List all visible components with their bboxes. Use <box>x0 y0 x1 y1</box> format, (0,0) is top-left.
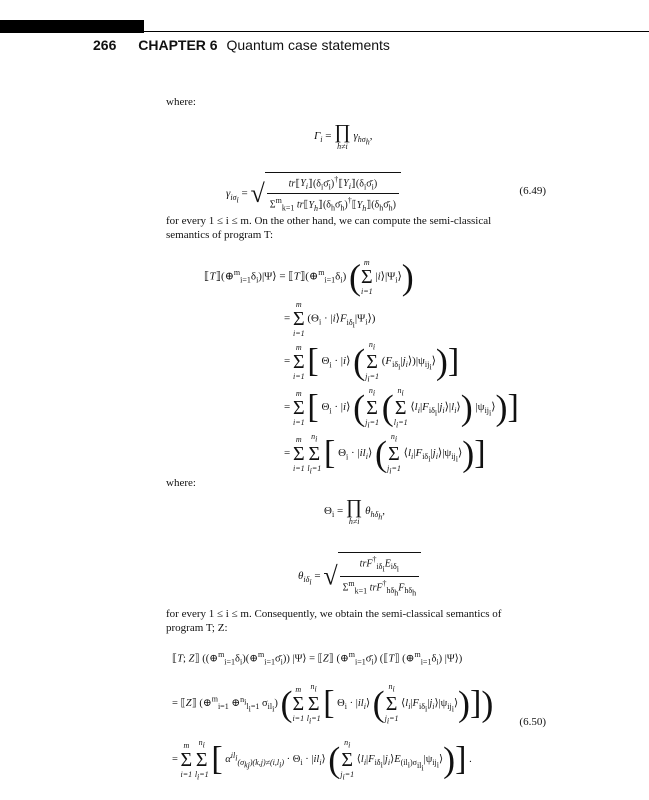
paragraph-2-line-1: for every 1 ≤ i ≤ m. Consequently, we obtain the semi-classical semantics of <box>166 608 502 620</box>
chapter-title: Quantum case statements <box>226 37 390 53</box>
header-rule <box>144 31 649 32</box>
running-header <box>93 37 390 53</box>
derivation-line-1: $⟦T⟧(\oplus^m_{i=1}\delta_i)|\Psi⟩$ = $⟦T⟧(\oplus^m_{i=1}\delta_i)$ ( m Σ i=1 $|i⟩|\Psi_i⟩$) <box>204 257 414 297</box>
where-label-1: where: <box>166 96 196 108</box>
derivation-line-5: = m Σ i=1 $n_i$ Σ $l_i=1$ [ $\Theta_i$ · $|il_i⟩$ ( $n_i$ Σ $j_i=1$ $⟨l_i|F_{i\delta_i}|j_i⟩|\psi_{ij_i}⟩$)] <box>284 432 486 476</box>
page-number: 266 <box>93 37 117 53</box>
chapter-label: CHAPTER 6 <box>138 37 218 53</box>
header-bar <box>0 20 144 33</box>
derivation-line-2: = m Σ i=1 ($\Theta_i$ · $|i⟩F_{i\delta_i}|\Psi_i⟩$) <box>284 300 376 338</box>
theta-ratio: $\theta_{i\delta_i}$ = √ $\frac{trF^\dagger_{i\delta_i}E_{i\delta_i}}{\Sigma^m_{k=1} trF^\dagger_{h\delta_h}F_{h\delta_h}}$ <box>298 552 421 600</box>
gamma-symbol: Γ <box>314 130 321 143</box>
theta-definition: $\Theta_i$ = ∏ h≠i $\theta_{h\delta_h}$, <box>324 496 385 526</box>
gamma-ratio: $\gamma_{i\sigma_i}$ = √ $\frac{tr⟦Y_i⟧(\delta_i\sigmā_i)^\dagger⟦Y_i⟧(\delta_i\sigmā_i)}{\Sigma^m_{k=1} tr⟦Y_h⟧(\delta_h\sigmā_h)^\dagger⟦Y_h⟧(\delta_h\sigmā_h)}$ <box>226 172 401 215</box>
derivation-line-3: = m Σ i=1 [ $\Theta_i$ · |i⟩ ( $n_i$ Σ $j_i=1$ $(F_{i\delta_i}|j_i⟩)|\psi_{ij_i}⟩$)] <box>284 340 460 384</box>
final-line-2: = ⟦Z⟧ (⊕$^m_{i=1}$ ⊕$^{n_i}_{l_i=1}$ $\sigma_{il_i}$) ( m Σ i=1 $n_i$ Σ $l_i=1$ [ $\Theta_i$ · $|il_i⟩$ ( $n_i$ Σ $j_i=1$ $⟨l_i|F_{i\delta_i}|j_i⟩|\psi_{ij_i}⟩$)]) <box>172 682 494 726</box>
where-label-2: where: <box>166 477 196 489</box>
final-line-3: = m Σ i=1 $n_i$ Σ $l_i=1$ [ $\alpha^{il_i}_{(\sigma_{kj})(k,j)\ne(i,l_i)} \cdot \Theta_i$ · $|il_i⟩$ ( $n_i$ Σ $j_i=1$ $⟨l_i|F_{i\delta_i}|j_i⟩E_{(il_i)\sigma_{il_i}}|\psi_{ij_i}⟩$)] . <box>172 738 472 782</box>
gamma-definition: $\Gamma_i$ = ∏ h≠i $\gamma_{h\sigma_h}$, <box>314 121 373 151</box>
equation-number-6-49: (6.49) <box>519 185 546 197</box>
prod-gamma: ∏ h≠i <box>334 121 351 151</box>
equation-number-6-50: (6.50) <box>519 716 546 728</box>
derivation-line-4: = m Σ i=1 [ $\Theta_i$ · |i⟩ ( $n_i$ Σ $j_i=1$ ( $n_i$ Σ $l_i=1$ $⟨l_i|F_{i\delta_i}|j_i⟩|l_i⟩$) $|\psi_{ij_i}⟩$)] <box>284 386 519 430</box>
paragraph-1-line-2: semantics of program T: <box>166 229 274 241</box>
final-line-1: ⟦T; Z⟧ $((\oplus^m_{i=1}\delta_i)(\oplus^m_{i=1}\sigmā_i))$ |Ψ⟩ = ⟦Z⟧ $(\oplus^m_{i=1}\sigmā_i)$ (⟦T⟧ $(\oplus^m_{i=1}\delta_i)$ |Ψ⟩) <box>172 650 463 667</box>
paragraph-1-line-1: for every 1 ≤ i ≤ m. On the other hand, we can compute the semi-classical <box>166 215 492 227</box>
paragraph-2-line-2: program T; Z: <box>166 622 228 634</box>
